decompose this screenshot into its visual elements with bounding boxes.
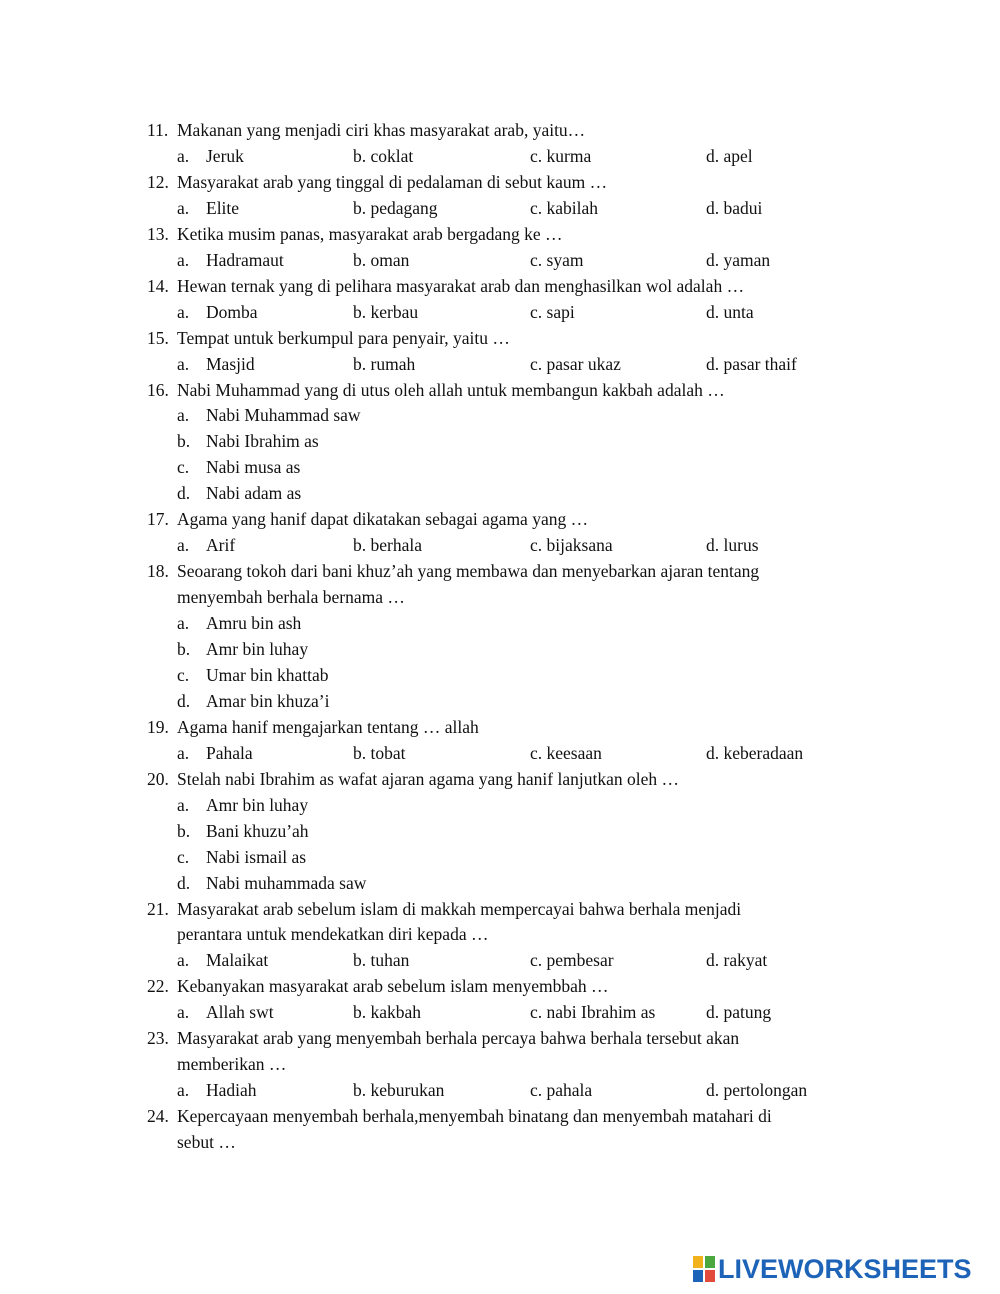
- option-letter: c.: [177, 664, 190, 685]
- question-number: 21.: [147, 898, 169, 919]
- option-text: d. keberadaan: [706, 742, 804, 763]
- question-row: [0, 169, 1000, 195]
- question-text: Ketika musim panas, masyarakat arab bergadang ke …: [177, 223, 563, 244]
- option-letter: a.: [177, 613, 190, 634]
- option-text: Pahala: [206, 742, 253, 763]
- question-number: 17.: [147, 509, 169, 530]
- option-text: Amr bin luhay: [206, 794, 309, 815]
- option-letter: d.: [177, 872, 191, 893]
- option-text: Hadramaut: [206, 249, 284, 270]
- option-text: c. bijaksana: [530, 535, 613, 556]
- option-letter: a.: [177, 1080, 190, 1101]
- option-text: Amru bin ash: [206, 613, 302, 634]
- option-letter: d.: [177, 690, 191, 711]
- option-row: [0, 870, 1000, 896]
- question-text: Makanan yang menjadi ciri khas masyarakat arab, yaitu…: [177, 120, 586, 140]
- option-text: b. tobat: [353, 742, 406, 763]
- option-text: c. pasar ukaz: [530, 353, 621, 374]
- question-number: 15.: [147, 327, 169, 348]
- options-row: [0, 1077, 1000, 1103]
- option-row: [0, 688, 1000, 714]
- option-row: [0, 402, 1000, 428]
- question-row: [0, 766, 1000, 792]
- question-number: 19.: [147, 716, 169, 737]
- option-row: [0, 844, 1000, 870]
- option-text: d. badui: [706, 197, 763, 218]
- option-letter: b.: [177, 431, 191, 452]
- liveworksheets-logo-text: LIVEWORKSHEETS: [718, 1254, 972, 1284]
- options-row: [0, 947, 1000, 973]
- question-row: [0, 896, 1000, 922]
- option-text: Masjid: [206, 353, 255, 374]
- option-text: Arif: [206, 535, 236, 556]
- option-row: [0, 792, 1000, 818]
- option-row: [0, 480, 1000, 506]
- question-number: 23.: [147, 1028, 169, 1049]
- option-text: b. berhala: [353, 535, 422, 556]
- option-text: d. yaman: [706, 249, 771, 270]
- option-row: [0, 610, 1000, 636]
- option-text: Nabi ismail as: [206, 846, 307, 867]
- option-letter: a.: [177, 950, 190, 971]
- option-text: b. coklat: [353, 145, 414, 166]
- option-letter: a.: [177, 249, 190, 270]
- question-text: sebut …: [177, 1132, 236, 1153]
- option-text: Umar bin khattab: [206, 664, 329, 685]
- option-text: d. pasar thaif: [706, 353, 797, 374]
- option-row: [0, 818, 1000, 844]
- option-text: Nabi adam as: [206, 483, 302, 504]
- option-letter: a.: [177, 301, 190, 322]
- option-text: Nabi muhammada saw: [206, 872, 367, 893]
- question-row: [0, 714, 1000, 740]
- options-row: [0, 195, 1000, 221]
- option-letter: b.: [177, 820, 191, 841]
- option-letter: a.: [177, 794, 190, 815]
- option-row: [0, 662, 1000, 688]
- option-row: [0, 454, 1000, 480]
- question-number: 16.: [147, 379, 169, 400]
- option-text: b. kakbah: [353, 1002, 422, 1023]
- question-continuation-row: [0, 1129, 1000, 1155]
- option-text: b. kerbau: [353, 301, 419, 322]
- question-number: 13.: [147, 223, 169, 244]
- option-letter: d.: [177, 483, 191, 504]
- option-text: Nabi musa as: [206, 457, 301, 478]
- option-letter: c.: [177, 457, 190, 478]
- question-text: Hewan ternak yang di pelihara masyarakat arab dan menghasilkan wol adalah …: [177, 275, 745, 296]
- question-number: 18.: [147, 561, 169, 582]
- option-letter: a.: [177, 1002, 190, 1023]
- option-text: d. unta: [706, 301, 754, 322]
- question-text: Kebanyakan masyarakat arab sebelum islam menyembbah …: [177, 976, 609, 997]
- question-row: [0, 558, 1000, 584]
- question-continuation-row: [0, 584, 1000, 610]
- option-letter: a.: [177, 145, 190, 166]
- question-text: Masyarakat arab yang menyembah berhala percaya bahwa berhala tersebut akan: [177, 1028, 740, 1049]
- question-text: Masyarakat arab yang tinggal di pedalaman di sebut kaum …: [177, 171, 608, 192]
- option-text: b. pedagang: [353, 197, 438, 218]
- question-row: [0, 117, 1000, 143]
- option-letter: c.: [177, 846, 190, 867]
- question-number: 12.: [147, 171, 169, 192]
- question-number: 11.: [147, 120, 169, 140]
- question-number: 14.: [147, 275, 169, 296]
- question-row: [0, 377, 1000, 403]
- question-text: Stelah nabi Ibrahim as wafat ajaran agama yang hanif lanjutkan oleh …: [177, 768, 679, 789]
- question-text: Masyarakat arab sebelum islam di makkah mempercayai bahwa berhala menjadi: [177, 898, 742, 919]
- question-text: Tempat untuk berkumpul para penyair, yaitu …: [177, 327, 510, 348]
- option-text: b. rumah: [353, 353, 416, 374]
- option-text: c. nabi Ibrahim as: [530, 1002, 656, 1023]
- option-text: Elite: [206, 197, 240, 218]
- option-row: [0, 428, 1000, 454]
- options-row: [0, 532, 1000, 558]
- option-letter: b.: [177, 639, 191, 659]
- option-text: b. keburukan: [353, 1080, 445, 1101]
- question-text: Nabi Muhammad yang di utus oleh allah untuk membangun kakbah adalah …: [177, 379, 725, 400]
- option-letter: a.: [177, 353, 190, 374]
- question-row: [0, 273, 1000, 299]
- options-row: [0, 247, 1000, 273]
- option-text: Hadiah: [206, 1080, 257, 1101]
- options-row: [0, 351, 1000, 377]
- option-text: c. keesaan: [530, 742, 602, 763]
- option-text: d. lurus: [706, 535, 759, 556]
- question-text: Seoarang tokoh dari bani khuz’ah yang membawa dan menyebarkan ajaran tentang: [177, 561, 760, 582]
- option-text: c. syam: [530, 249, 584, 270]
- question-row: [0, 973, 1000, 999]
- question-number: 22.: [147, 976, 169, 997]
- option-text: Allah swt: [206, 1002, 274, 1023]
- option-text: Amr bin luhay: [206, 639, 309, 659]
- option-text: Domba: [206, 301, 258, 322]
- option-letter: a.: [177, 197, 190, 218]
- question-text: memberikan …: [177, 1054, 287, 1075]
- option-letter: a.: [177, 535, 190, 556]
- option-letter: a.: [177, 405, 190, 426]
- option-text: Amar bin khuza’i: [206, 690, 330, 711]
- question-row: [0, 325, 1000, 351]
- question-row: [0, 1025, 1000, 1051]
- option-text: c. pahala: [530, 1080, 593, 1101]
- question-number: 24.: [147, 1106, 169, 1127]
- option-text: c. kurma: [530, 145, 592, 166]
- option-text: b. tuhan: [353, 950, 410, 971]
- question-row: [0, 221, 1000, 247]
- question-text: perantara untuk mendekatkan diri kepada …: [177, 924, 489, 945]
- question-text: Agama hanif mengajarkan tentang … allah: [177, 716, 479, 737]
- options-row: [0, 999, 1000, 1025]
- question-row: [0, 1103, 1000, 1129]
- option-text: b. oman: [353, 249, 410, 270]
- question-row: [0, 506, 1000, 532]
- option-text: c. sapi: [530, 301, 575, 322]
- option-text: c. pembesar: [530, 950, 614, 971]
- option-text: Jeruk: [206, 145, 244, 166]
- option-text: Malaikat: [206, 950, 269, 971]
- question-text: Agama yang hanif dapat dikatakan sebagai agama yang …: [177, 509, 589, 530]
- question-continuation-row: [0, 921, 1000, 947]
- options-row: [0, 299, 1000, 325]
- option-text: d. rakyat: [706, 950, 768, 971]
- option-text: Bani khuzu’ah: [206, 820, 309, 841]
- option-text: d. pertolongan: [706, 1080, 808, 1101]
- option-letter: a.: [177, 742, 190, 763]
- question-continuation-row: [0, 1051, 1000, 1077]
- options-row: [0, 143, 1000, 169]
- liveworksheets-mark-icon: [692, 1255, 716, 1283]
- question-text: Kepercayaan menyembah berhala,menyembah binatang dan menyembah matahari di: [177, 1106, 772, 1127]
- option-row: [0, 636, 1000, 662]
- question-number: 20.: [147, 768, 169, 789]
- liveworksheets-logo: [692, 1252, 972, 1286]
- options-row: [0, 740, 1000, 766]
- option-text: Nabi Ibrahim as: [206, 431, 319, 452]
- question-text: menyembah berhala bernama …: [177, 587, 405, 608]
- option-text: c. kabilah: [530, 197, 599, 218]
- option-text: Nabi Muhammad saw: [206, 405, 361, 426]
- option-text: d. patung: [706, 1002, 772, 1023]
- option-text: d. apel: [706, 145, 753, 166]
